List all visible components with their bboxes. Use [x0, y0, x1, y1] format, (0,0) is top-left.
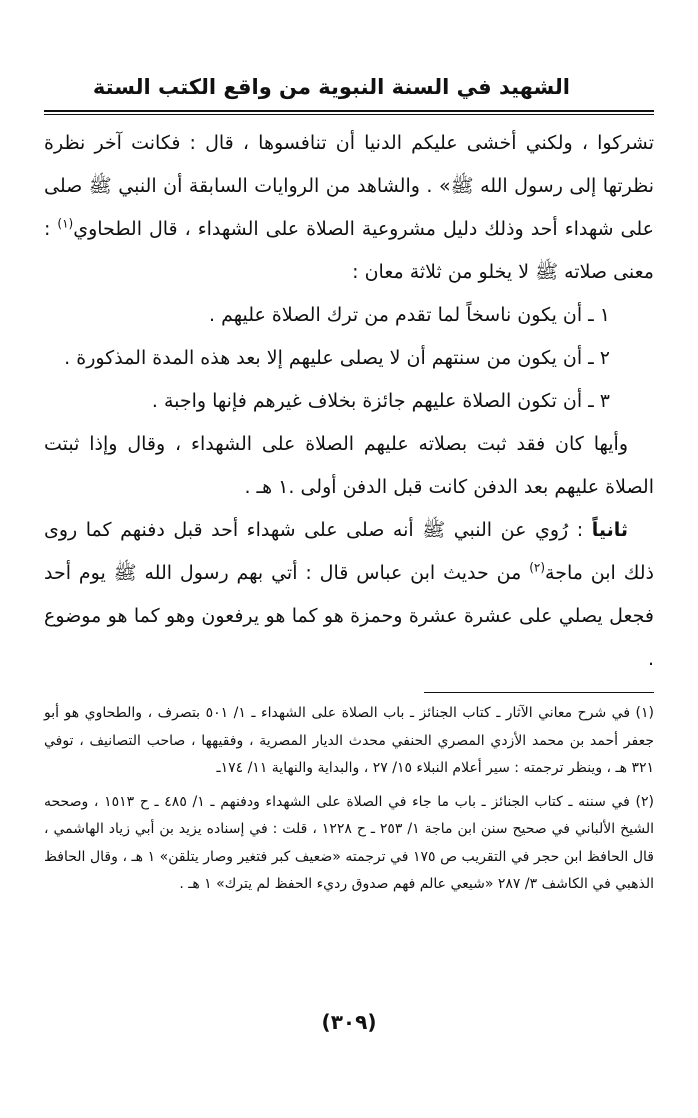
page-number: (٣٠٩)	[321, 1010, 377, 1034]
body-text	[44, 122, 654, 681]
footnotes	[44, 700, 654, 899]
paragraph-1-tail: : معنى صلاته ﷺ لا يخلو من ثلاثة معان :	[44, 218, 654, 283]
paragraph-3-text-a: : رُوي عن النبي ﷺ أنه صلى على شهداء أحد قبل دفنهم كما روى ذلك ابن ماجة	[44, 519, 654, 584]
list-item-2: ٢ ـ أن يكون من سنتهم أن لا يصلى عليهم إلا بعد هذه المدة المذكورة .	[64, 347, 610, 369]
footnote-rule	[424, 692, 654, 693]
footnote-2: (٢) في سننه ـ كتاب الجنائز ـ باب ما جاء في الصلاة على الشهداء ودفنهم ـ ١/ ٤٨٥ ـ ح ١٥١٣ ، وصححه الشيخ الألباني في صحيح سنن ابن ماجة ١/ ٢٥٣ ـ ح ١٢٢٨ ، قلت : في إسناده يزيد بن أبي زياد الهاشمي ، قال الحافظ ابن حجر في التقريب ص ١٧٥ في ترجمته «ضعيف كبر فتغير وصار يتلقن» ١ هـ ، وقال الحافظ الذهبي في الكاشف ٣/ ٢٨٧ «شيعي عالم فهم صدوق رديء الحفظ لم يترك» ١ هـ .	[44, 793, 654, 892]
paragraph-3-lead: ثانياً	[591, 519, 628, 541]
list-item-1: ١ ـ أن يكون ناسخاً لما تقدم من ترك الصلاة عليهم .	[209, 304, 610, 326]
footnote-ref-2: (٢)	[529, 560, 546, 575]
paragraph-3-text-b: من حديث ابن عباس قال : أتي بهم رسول الله ﷺ يوم أحد فجعل يصلي على عشرة عشرة وحمزة هو كما هو يرفعون وهو كما هو موضوع .	[44, 562, 654, 670]
running-header: الشهيد في السنة النبوية من واقع الكتب الستة	[92, 75, 570, 99]
paragraph-1	[44, 122, 654, 294]
list-item-3: ٣ ـ أن تكون الصلاة عليهم جائزة بخلاف غيرهم فإنها واجبة .	[151, 390, 610, 412]
header-rule	[44, 110, 654, 115]
paragraph-1-text: تشركوا ، ولكني أخشى عليكم الدنيا أن تنافسوها ، قال : فكانت آخر نظرة نظرتها إلى رسول الله ﷺ» . والشاهد من الروايات السابقة أن النبي ﷺ صلى على شهداء أحد وذلك دليل مشروعية الصلاة على الشهداء ، قال الطحاوي	[44, 132, 654, 240]
paragraph-3	[44, 509, 654, 681]
paragraph-2: وأيها كان فقد ثبت بصلاته عليهم الصلاة على الشهداء ، وقال وإذا ثبتت الصلاة عليهم بعد الدفن كانت قبل الدفن أولى .١ هـ .	[44, 433, 654, 498]
footnote-1: (١) في شرح معاني الآثار ـ كتاب الجنائز ـ باب الصلاة على الشهداء ـ ١/ ٥٠١ بتصرف ، والطحاوي هو أبو جعفر أحمد بن محمد الأزدي المصري الحنفي محدث الديار المصرية ، وفقيهها ، صاحب التصانيف ، توفي ٣٢١ هـ ، وينظر ترجمته : سير أعلام النبلاء ١٥/ ٢٧ ، والبداية والنهاية ١١/ ١٧٤ـ	[44, 705, 654, 776]
footnote-ref-1: (١)	[57, 216, 74, 231]
